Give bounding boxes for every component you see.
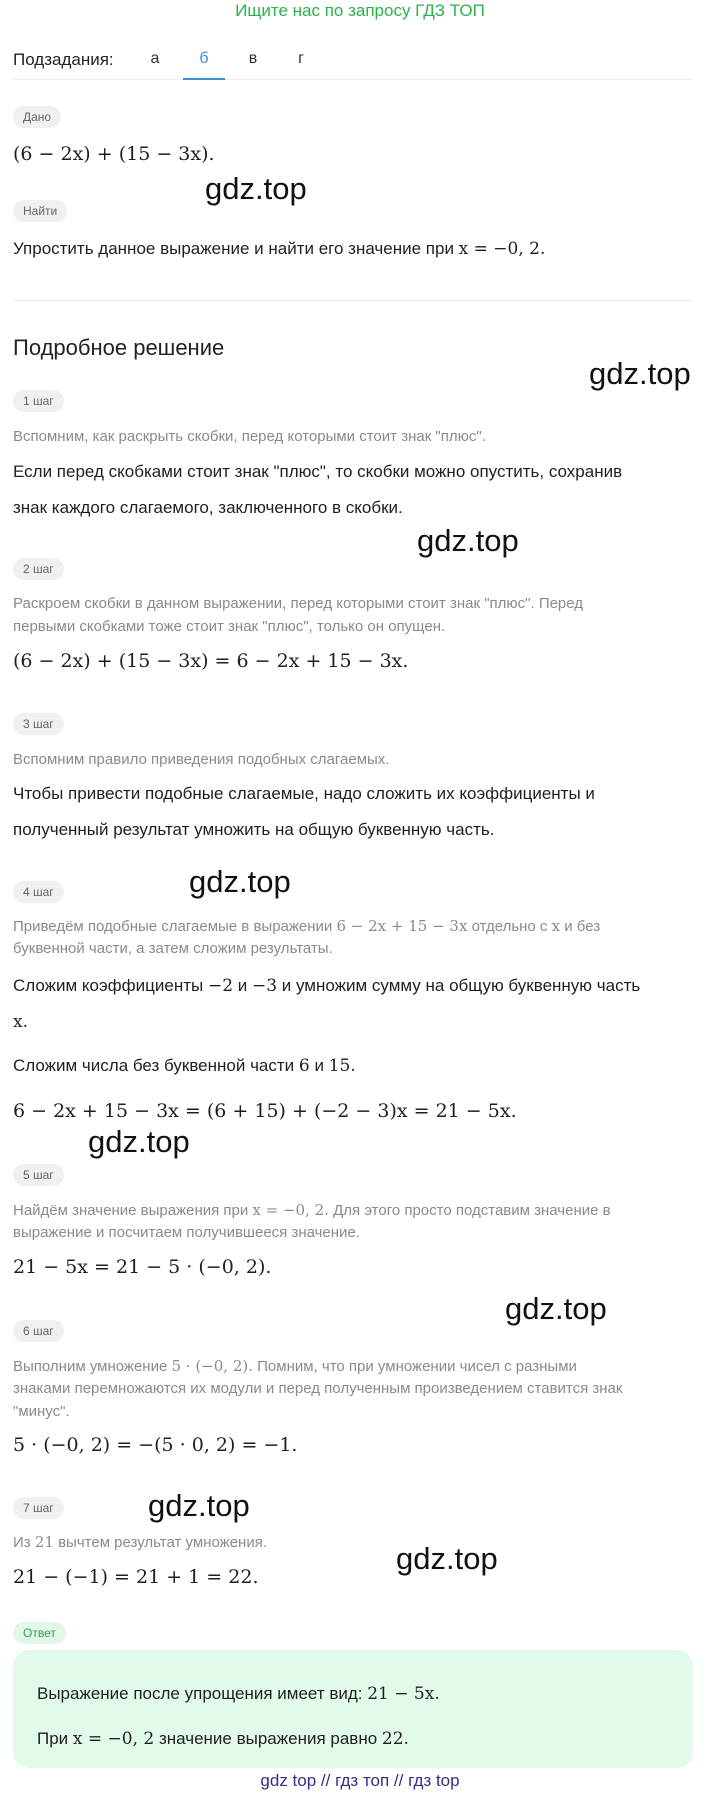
step-4-text-3	[13, 1048, 693, 1084]
step-6-hint-1b: Помним, что при умножении чисел с разными	[252, 1358, 577, 1375]
watermark: gdz.top	[589, 356, 691, 391]
step-7-badge: 7 шаг	[13, 1497, 64, 1519]
given-expression: (6 − 2x) + (15 − 3x).	[13, 143, 215, 165]
answer-line-2-b: значение выражения равно	[154, 1729, 382, 1748]
answer-box	[13, 1650, 693, 1768]
step-1-text-1: Если перед скобками стоит знак "плюс", то скобки можно опустить, сохранив	[13, 462, 623, 481]
step-4-hint-1a: Приведём подобные слагаемые в выражении	[13, 918, 337, 935]
step-2-badge: 2 шаг	[13, 558, 64, 580]
step-7-formula: 21 − (−1) = 21 + 1 = 22.	[13, 1566, 259, 1588]
step-3-badge: 3 шаг	[13, 713, 64, 735]
answer-line-2	[37, 1729, 409, 1749]
tab-b[interactable]: б	[199, 50, 209, 67]
step-1-hint: Вспомним, как раскрыть скобки, перед которыми стоит знак "плюс".	[13, 428, 486, 445]
step-5-hint-math: x = −0, 2.	[252, 1201, 329, 1219]
answer-badge: Ответ	[13, 1622, 66, 1644]
step-4-hint-2: буквенной части, а затем сложим результаты.	[13, 940, 333, 957]
step-5-formula: 21 − 5x = 21 − 5 · (−0, 2).	[13, 1256, 272, 1278]
step-2-hint-2: первыми скобками тоже стоит знак "плюс", только он опущен.	[13, 618, 446, 635]
step-4-hint-1b: отдельно с	[467, 918, 552, 935]
find-math: x = −0, 2.	[458, 239, 546, 259]
step-4-num-2: 15.	[328, 1056, 356, 1076]
watermark: gdz.top	[148, 1488, 250, 1523]
search-banner[interactable]: Ищите нас по запросу ГДЗ ТОП	[235, 1, 485, 20]
step-4-text-1	[13, 968, 693, 1004]
active-tab-indicator	[183, 78, 225, 80]
answer-line-1-text: Выражение после упрощения имеет вид:	[37, 1684, 368, 1703]
find-text	[13, 231, 693, 267]
step-4-coef-1: −2	[207, 976, 234, 996]
watermark: gdz.top	[505, 1291, 607, 1326]
step-3-hint: Вспомним правило приведения подобных слагаемых.	[13, 751, 390, 768]
step-7-hint-b: вычтем результат умножения.	[53, 1534, 267, 1551]
step-6-hint-1a: Выполним умножение	[13, 1358, 172, 1375]
find-badge: Найти	[13, 200, 67, 222]
step-1-text-2: знак каждого слагаемого, заключенного в скобки.	[13, 498, 403, 517]
watermark: gdz.top	[396, 1541, 498, 1576]
step-4-hint-math: 6 − 2x + 15 − 3x	[336, 917, 468, 935]
answer-line-1	[37, 1684, 440, 1704]
step-4-num-1: 6	[298, 1056, 310, 1076]
step-2-formula: (6 − 2x) + (15 − 3x) = 6 − 2x + 15 − 3x.	[13, 650, 409, 672]
step-5-badge: 5 шаг	[13, 1164, 64, 1186]
watermark: gdz.top	[205, 171, 307, 206]
step-1-badge: 1 шаг	[13, 390, 64, 412]
step-4-text-1c: и умножим сумму на общую буквенную часть	[277, 976, 641, 995]
step-4-hint-x: x	[551, 917, 561, 935]
answer-line-2-math: x = −0, 2	[72, 1729, 155, 1749]
answer-line-2-a: При	[37, 1729, 73, 1748]
step-4-coef-2: −3	[251, 976, 278, 996]
step-7-hint	[13, 1530, 693, 1555]
answer-line-2-value: 22.	[381, 1729, 409, 1749]
step-2-hint-1: Раскроем скобки в данном выражении, перед которыми стоит знак "плюс". Перед	[13, 595, 584, 612]
watermark: gdz.top	[88, 1124, 190, 1159]
tabs-divider	[13, 79, 693, 80]
given-badge: Дано	[13, 106, 61, 128]
watermark: gdz.top	[417, 523, 519, 558]
step-7-hint-math: 21	[34, 1533, 54, 1551]
step-5-hint-1	[13, 1198, 693, 1223]
step-4-badge: 4 шаг	[13, 881, 64, 903]
step-4-formula: 6 − 2x + 15 − 3x = (6 + 15) + (−2 − 3)x = 21 − 5x.	[13, 1100, 517, 1122]
tab-g[interactable]: г	[298, 50, 304, 67]
find-text-label: Упростить данное выражение и найти его значение при	[13, 239, 459, 258]
footer-links[interactable]: gdz top // гдз топ // гдз top	[260, 1771, 460, 1790]
answer-line-1-math: 21 − 5x.	[367, 1684, 440, 1704]
step-6-hint-math: 5 · (−0, 2).	[171, 1357, 253, 1375]
tab-v[interactable]: в	[248, 50, 258, 67]
tab-a[interactable]: а	[150, 50, 160, 67]
watermark: gdz.top	[189, 864, 291, 899]
step-6-hint-1	[13, 1354, 693, 1379]
step-6-badge: 6 шаг	[13, 1320, 64, 1342]
step-6-hint-2: знаками перемножаются их модули и перед полученным произведением ставится знак	[13, 1380, 623, 1397]
step-6-formula: 5 · (−0, 2) = −(5 · 0, 2) = −1.	[13, 1434, 298, 1456]
step-4-text-3b: и	[309, 1056, 329, 1075]
section-divider	[13, 300, 693, 301]
step-5-hint-1b: Для этого просто подставим значение в	[328, 1202, 611, 1219]
solution-title: Подробное решение	[13, 335, 225, 360]
step-4-hint-1	[13, 914, 693, 939]
step-5-hint-1a: Найдём значение выражения при	[13, 1202, 253, 1219]
subtasks-label: Подзадания:	[13, 50, 114, 69]
step-7-hint-a: Из	[13, 1534, 35, 1551]
step-4-text-3a: Сложим числа без буквенной части	[13, 1056, 299, 1075]
step-5-hint-2: выражение и посчитаем получившееся значение.	[13, 1224, 360, 1241]
step-3-text-2: полученный результат умножить на общую буквенную часть.	[13, 820, 495, 839]
step-4-text-1b: и	[233, 976, 252, 995]
step-4-text-2: x.	[13, 1012, 28, 1032]
step-4-text-1a: Сложим коэффициенты	[13, 976, 208, 995]
step-3-text-1: Чтобы привести подобные слагаемые, надо сложить их коэффициенты и	[13, 784, 595, 803]
step-4-hint-1c: и без	[560, 918, 601, 935]
step-6-hint-3: "минус".	[13, 1403, 70, 1420]
